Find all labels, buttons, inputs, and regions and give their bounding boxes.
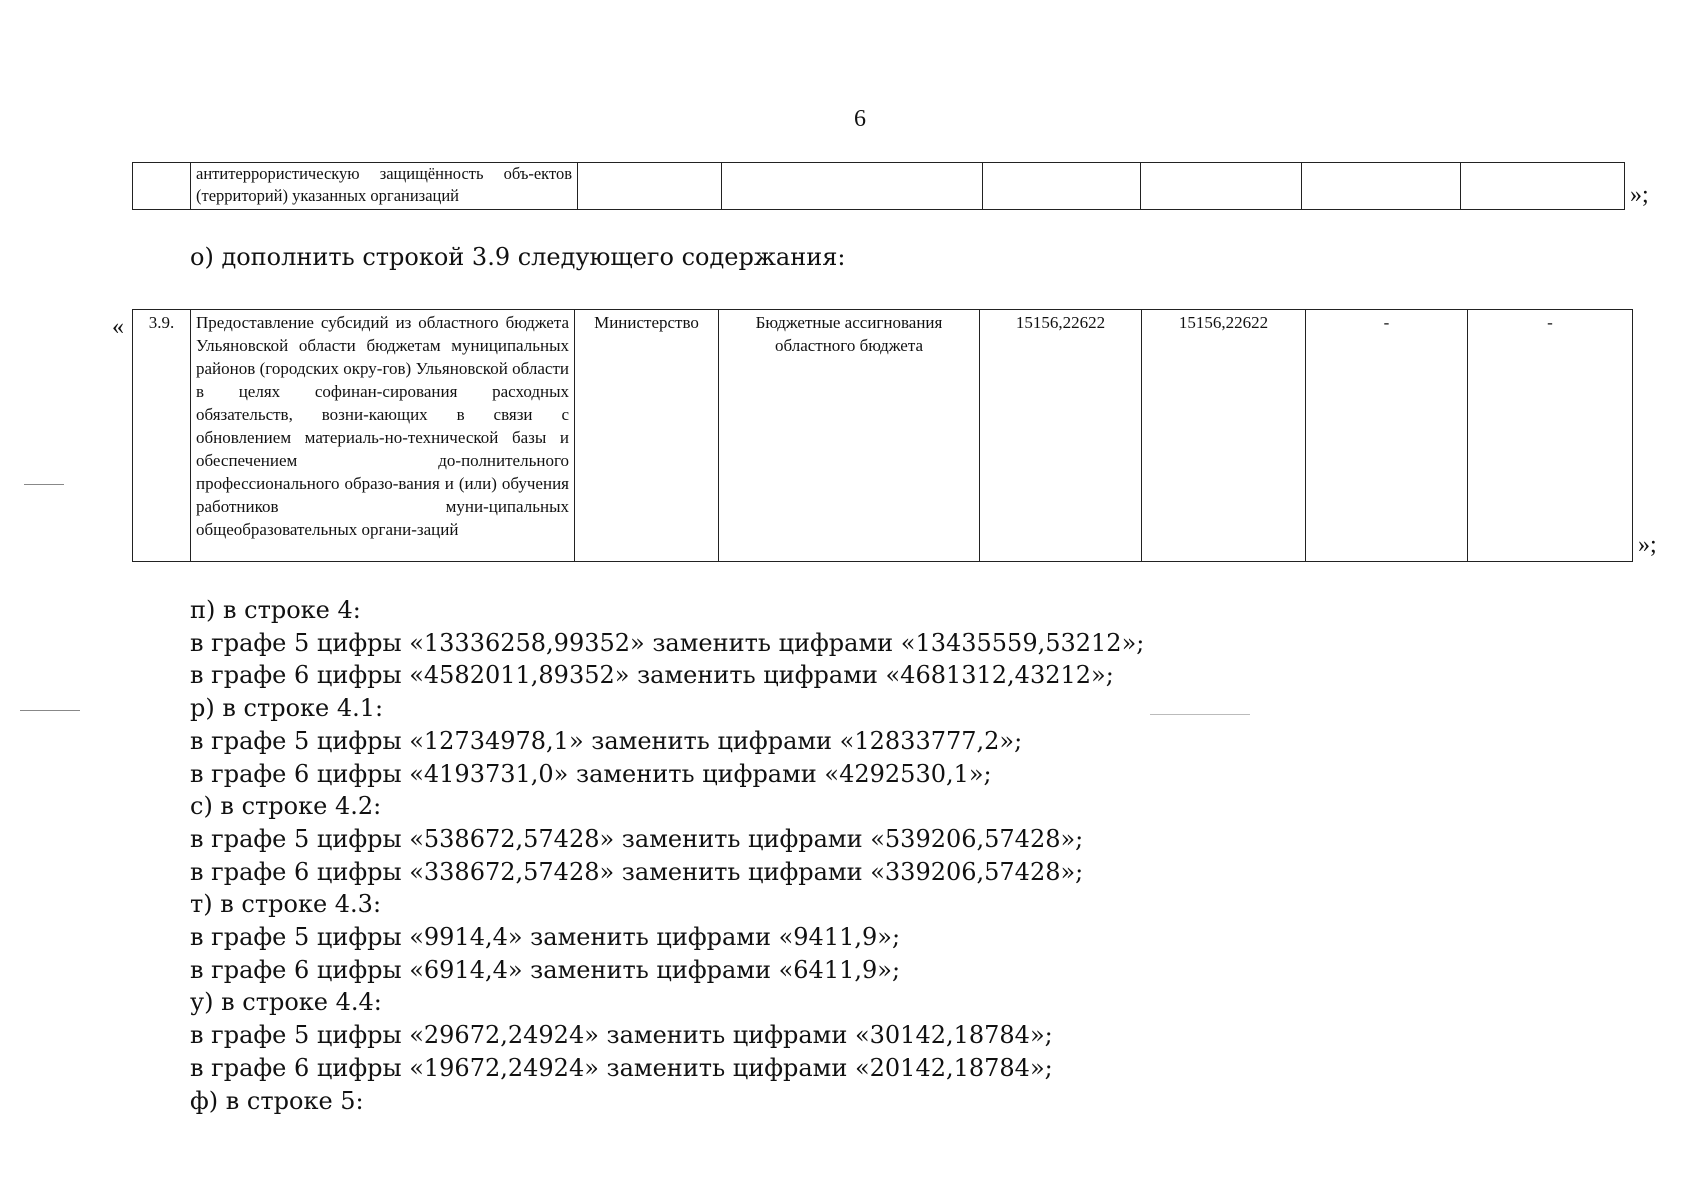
table-fragment-top: [132, 162, 1625, 210]
cell-year-1: [1141, 163, 1302, 210]
list-item: в графе 5 цифры «13336258,99352» заменить цифрами «13435559,53212»;: [190, 628, 1145, 657]
list-item: в графе 6 цифры «6914,4» заменить цифрами «6411,9»;: [190, 955, 901, 984]
cell-year-2: -: [1306, 310, 1468, 562]
closing-quote-mark: »;: [1630, 182, 1649, 208]
table-row: [133, 163, 1625, 210]
table-row: [133, 310, 1633, 562]
list-item: в графе 5 цифры «12734978,1» заменить цифрами «12833777,2»;: [190, 726, 1023, 755]
cell-funding-source: [722, 163, 983, 210]
scan-artifact: [1150, 714, 1250, 715]
cell-executor: [578, 163, 722, 210]
cell-executor: Министерство: [575, 310, 719, 562]
list-item: в графе 5 цифры «9914,4» заменить цифрами «9411,9»;: [190, 923, 901, 952]
list-item: р) в строке 4.1:: [190, 694, 384, 723]
scan-artifact: [24, 484, 64, 485]
list-item: п) в строке 4:: [190, 596, 361, 624]
cell-number: [133, 163, 191, 210]
list-item: т) в строке 4.3:: [190, 890, 382, 919]
list-item: с) в строке 4.2:: [190, 792, 382, 821]
cell-description: антитеррористическую защищённость объ-ектов (территорий) указанных организаций: [191, 163, 578, 210]
opening-quote-mark: «: [112, 314, 124, 340]
cell-description: Предоставление субсидий из областного бюджета Ульяновской области бюджетам муниципальных районов (городских окру-гов) Ульяновской области в целях софинан-сирования расходных обязательств, возни-кающих в связи с обновлением материаль-но-технической базы и обеспечением до-полнительного профессионального образо-вания и (или) обучения работников муни-ципальных общеобразовательных органи-заций: [191, 310, 575, 562]
table-row-3-9: [132, 309, 1633, 562]
list-item: в графе 5 цифры «538672,57428» заменить цифрами «539206,57428»;: [190, 824, 1084, 853]
list-item: ф) в строке 5:: [190, 1086, 364, 1115]
cell-number: 3.9.: [133, 310, 191, 562]
cell-total: [983, 163, 1141, 210]
list-item: в графе 5 цифры «29672,24924» заменить цифрами «30142,18784»;: [190, 1021, 1053, 1050]
cell-year-2: [1302, 163, 1461, 210]
list-item: у) в строке 4.4:: [190, 988, 382, 1017]
cell-funding-source: Бюджетные ассигнования областного бюджета: [719, 310, 980, 562]
section-heading: о) дополнить строкой 3.9 следующего содержания:: [190, 243, 846, 271]
amendment-list: [190, 594, 1144, 1117]
cell-year-3: [1461, 163, 1625, 210]
cell-year-1: 15156,22622: [1142, 310, 1306, 562]
closing-quote-mark: »;: [1638, 532, 1657, 558]
list-item: в графе 6 цифры «19672,24924» заменить цифрами «20142,18784»;: [190, 1053, 1053, 1082]
cell-year-3: -: [1468, 310, 1633, 562]
cell-total: 15156,22622: [980, 310, 1142, 562]
list-item: в графе 6 цифры «4582011,89352» заменить цифрами «4681312,43212»;: [190, 661, 1114, 690]
list-item: в графе 6 цифры «338672,57428» заменить цифрами «339206,57428»;: [190, 857, 1084, 886]
list-item: в графе 6 цифры «4193731,0» заменить цифрами «4292530,1»;: [190, 759, 992, 788]
page-number: 6: [854, 106, 866, 132]
scan-artifact: [20, 710, 80, 711]
